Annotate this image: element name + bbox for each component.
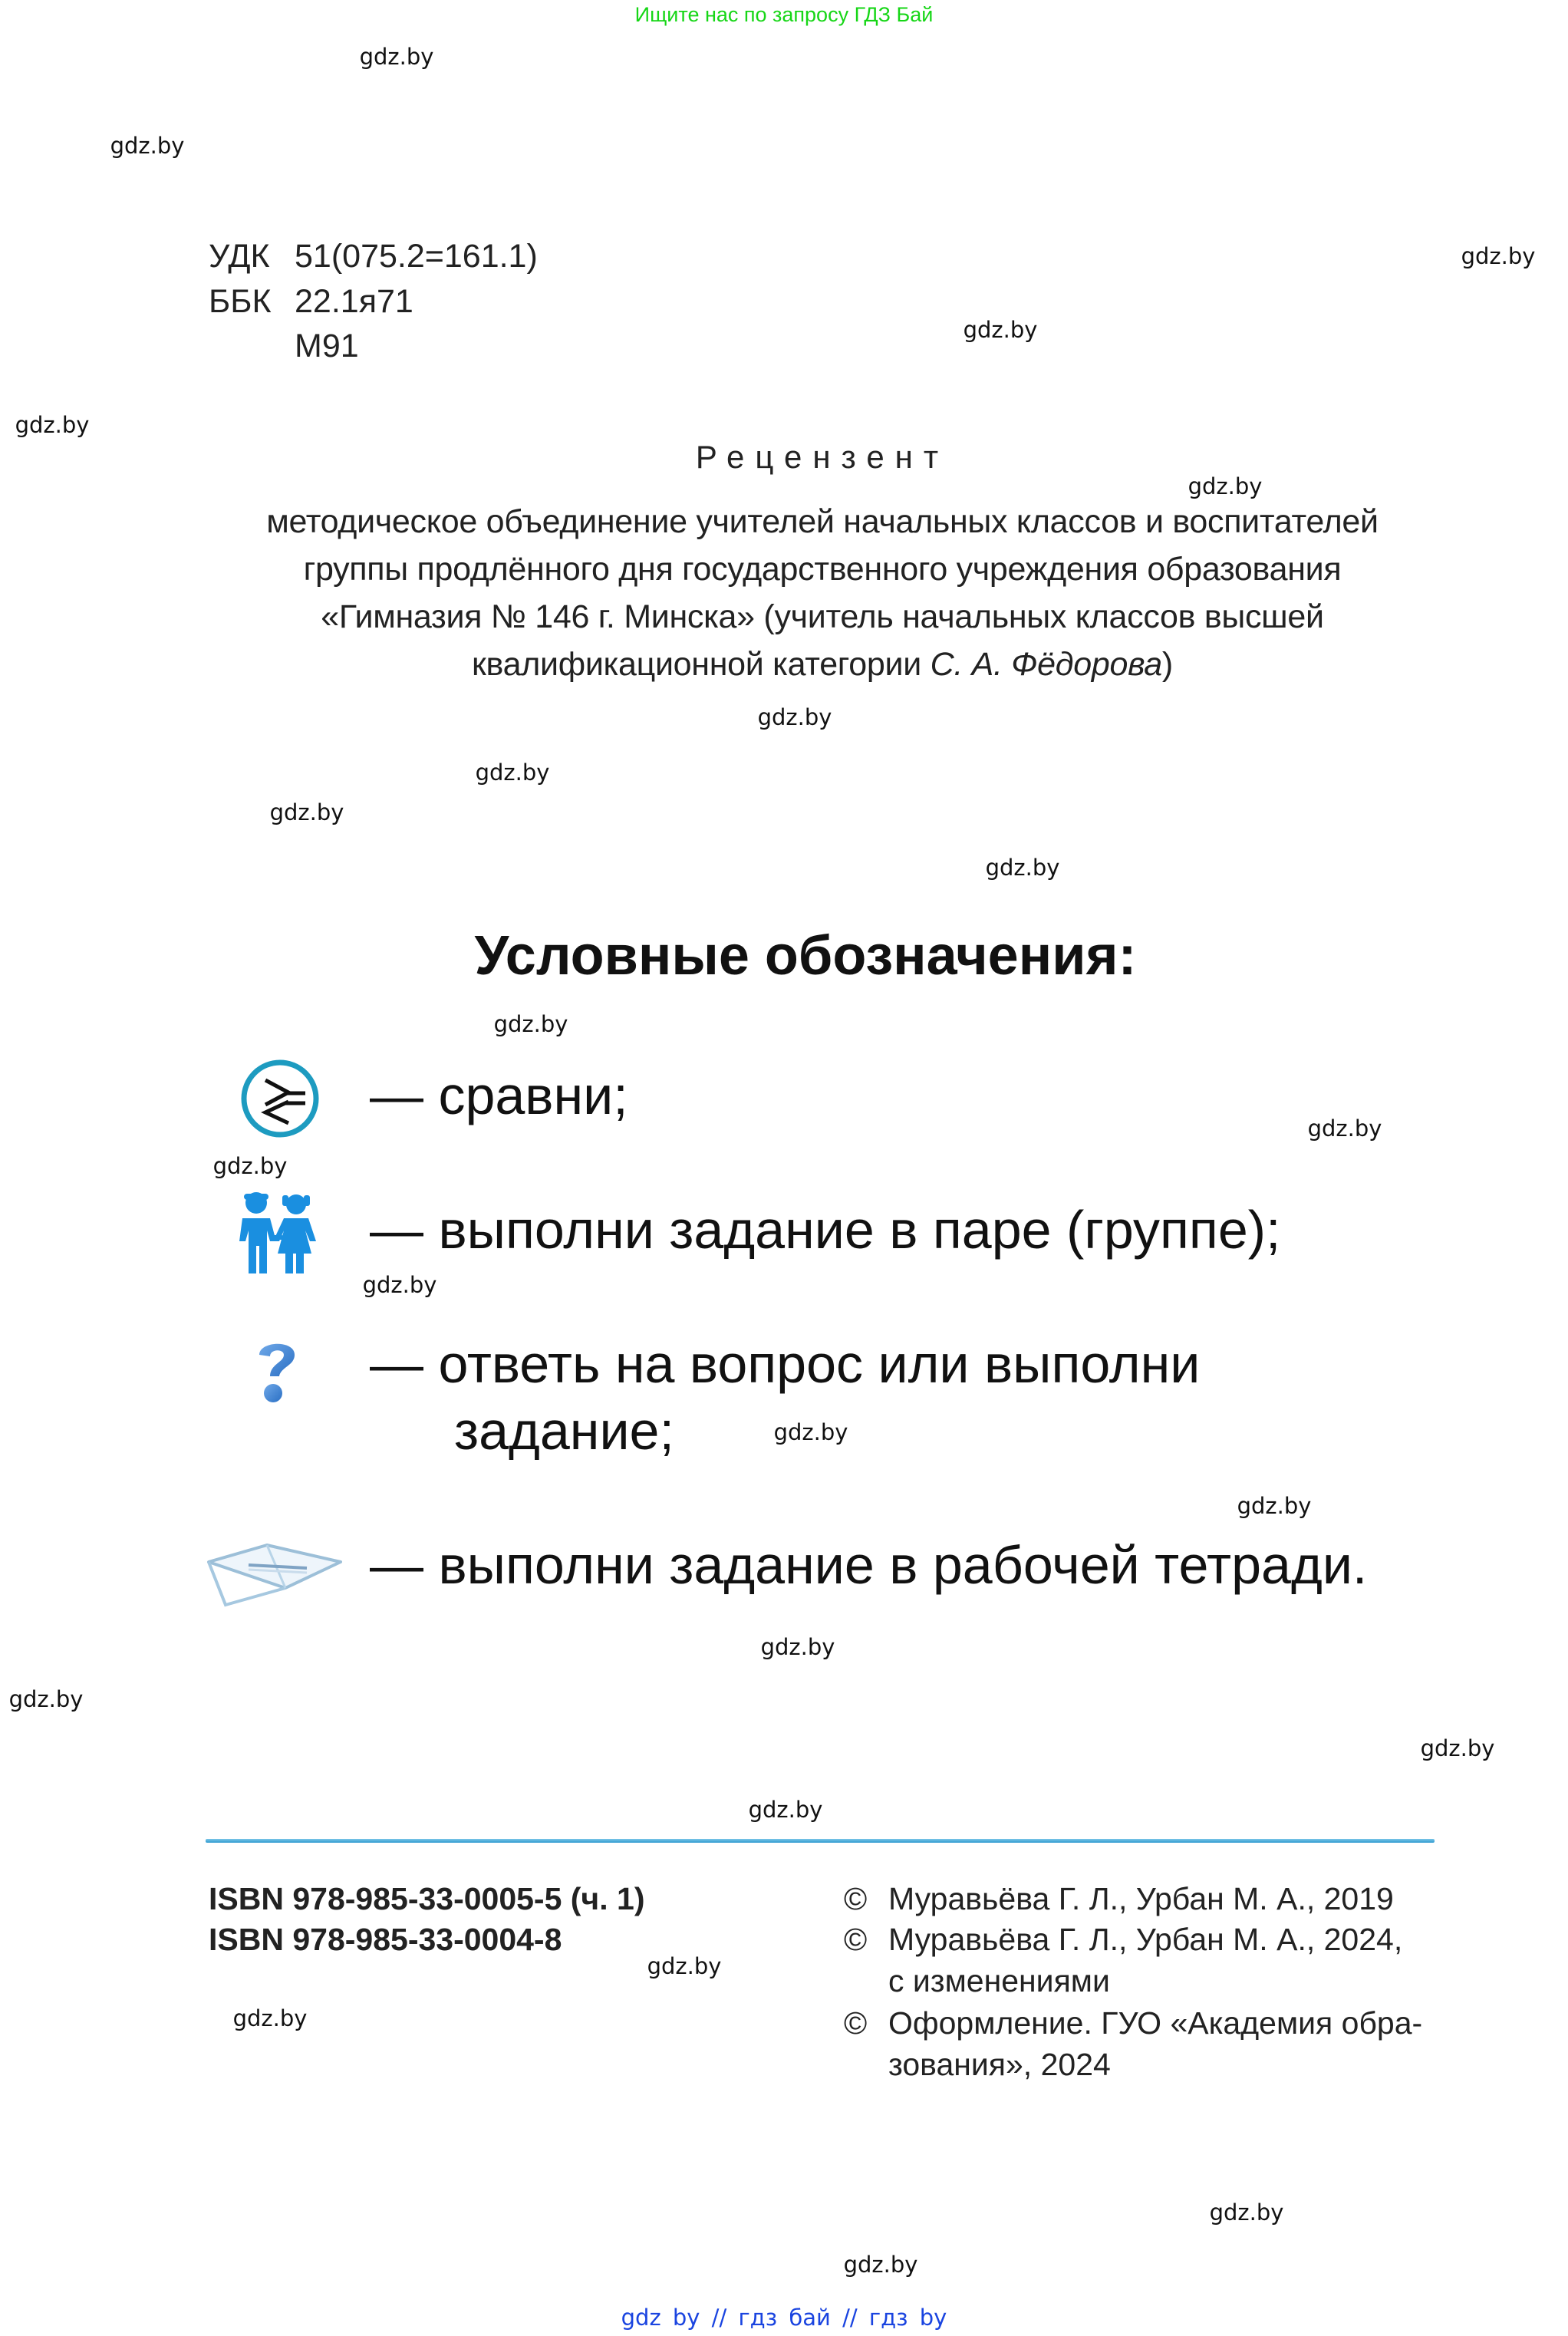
reviewer-closing: ) bbox=[1161, 646, 1173, 683]
question-icon bbox=[250, 1336, 304, 1407]
watermark-text: gdz.by bbox=[1307, 1115, 1382, 1142]
watermark-text: gdz.by bbox=[110, 133, 185, 159]
watermark-text: gdz.by bbox=[269, 799, 344, 825]
watermark-text: gdz.by bbox=[362, 1272, 437, 1298]
watermark-text: gdz.by bbox=[963, 317, 1038, 343]
watermark-text: gdz.by bbox=[647, 1953, 722, 1979]
udk-row bbox=[209, 238, 538, 275]
legend-item-question-cont: задание; bbox=[454, 1401, 674, 1461]
copyright-icon: © bbox=[844, 1922, 868, 1957]
watermark-text: gdz.by bbox=[1461, 243, 1536, 269]
watermark-text: gdz.by bbox=[8, 1686, 84, 1712]
reviewer-line-text: квалификационной категории bbox=[472, 646, 931, 683]
footer-links[interactable]: gdz by // гдз бай // гдз by bbox=[621, 2305, 947, 2331]
copyright-icon: © bbox=[844, 2005, 868, 2041]
watermark-text: gdz.by bbox=[1420, 1735, 1495, 1761]
udk-label: УДК bbox=[209, 238, 270, 275]
watermark-text: gdz.by bbox=[748, 1797, 823, 1823]
divider-line bbox=[206, 1839, 1435, 1843]
legend-item-question: — ответь на вопрос или выполни bbox=[370, 1334, 1201, 1394]
watermark-text: gdz.by bbox=[232, 2005, 308, 2031]
watermark-text: gdz.by bbox=[493, 1011, 568, 1037]
watermark-text: gdz.by bbox=[212, 1153, 288, 1179]
watermark-text: gdz.by bbox=[773, 1419, 848, 1445]
watermark-text: gdz.by bbox=[359, 44, 434, 70]
watermark-text: gdz.by bbox=[760, 1634, 835, 1660]
watermark-text: gdz.by bbox=[15, 412, 90, 438]
copyright-icon: © bbox=[844, 1881, 868, 1916]
copyright-line bbox=[844, 1922, 1402, 1958]
reviewer-title: Рецензент bbox=[695, 439, 950, 475]
copyright-text: Оформление. ГУО «Академия обра- bbox=[888, 2005, 1423, 2041]
copyright-text: Муравьёва Г. Л., Урбан М. А., 2019 bbox=[888, 1881, 1394, 1916]
search-banner[interactable]: Ищите нас по запросу ГДЗ Бай bbox=[634, 3, 934, 26]
watermark-text: gdz.by bbox=[985, 855, 1060, 881]
legend-item-pair-work: — выполни задание в паре (группе); bbox=[370, 1200, 1281, 1260]
watermark-text: gdz.by bbox=[843, 2252, 918, 2278]
copyright-text-cont: с изменениями bbox=[888, 1963, 1110, 1998]
compare-icon bbox=[239, 1059, 321, 1138]
bbk-label: ББК bbox=[209, 283, 272, 320]
udk-value: 51(075.2=161.1) bbox=[295, 238, 538, 275]
reviewer-line bbox=[0, 646, 1568, 684]
reviewer-line: «Гимназия № 146 г. Минска» (учитель начальных классов высшей bbox=[321, 598, 1324, 635]
isbn-part1: ISBN 978-985-33-0005-5 (ч. 1) bbox=[209, 1881, 645, 1916]
reviewer-name: С. А. Фёдорова bbox=[930, 646, 1162, 683]
author-mark: М91 bbox=[295, 328, 359, 364]
reviewer-line: методическое объединение учителей начальных классов и воспитателей bbox=[266, 503, 1379, 540]
watermark-text: gdz.by bbox=[1188, 473, 1263, 499]
legend-title: Условные обозначения: bbox=[474, 925, 1137, 987]
reviewer-line: группы продлённого дня государственного учреждения образования bbox=[303, 551, 1342, 588]
bbk-value: 22.1я71 bbox=[295, 283, 413, 320]
bbk-row bbox=[209, 283, 413, 321]
copyright-line bbox=[844, 1881, 1394, 1917]
watermark-text: gdz.by bbox=[475, 759, 550, 786]
copyright-line bbox=[844, 2005, 1422, 2041]
copyright-text: Муравьёва Г. Л., Урбан М. А., 2024, bbox=[888, 1922, 1403, 1957]
workbook-icon bbox=[206, 1528, 344, 1608]
watermark-text: gdz.by bbox=[1237, 1493, 1312, 1519]
watermark-text: gdz.by bbox=[1209, 2199, 1284, 2226]
copyright-text-cont: зования», 2024 bbox=[888, 2047, 1111, 2082]
legend-item-compare: — сравни; bbox=[370, 1066, 628, 1125]
isbn-set: ISBN 978-985-33-0004-8 bbox=[209, 1922, 562, 1957]
watermark-text: gdz.by bbox=[757, 704, 832, 730]
pair-work-icon bbox=[229, 1188, 325, 1275]
legend-item-workbook: — выполни задание в рабочей тетради. bbox=[370, 1535, 1368, 1595]
